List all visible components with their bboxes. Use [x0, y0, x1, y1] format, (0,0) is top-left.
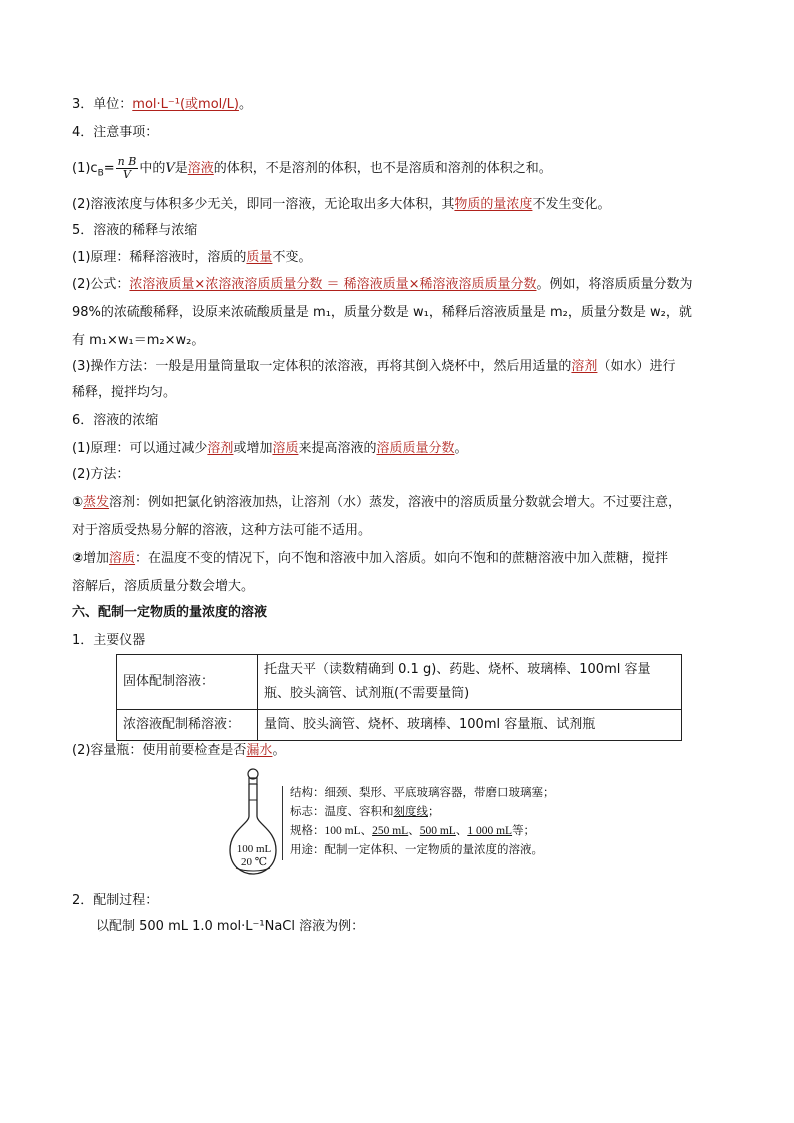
note-1: $(1)c_B=$ $\frac{\text{n B}}{V}$ 中的V是溶液的体积，不是溶剂的体积，也不是溶质和溶剂的体积之和。 [72, 155, 552, 181]
flask-mark: 标志：温度、容积和刻度线； [290, 806, 440, 818]
instruments-table [116, 654, 682, 741]
unit-line: 3．单位：mol·L⁻¹(或mol/L)。 [72, 97, 252, 112]
flask-use: 用途：配制一定体积、一定物质的量浓度的溶液。 [290, 844, 543, 856]
dilution-formula: (2)公式：浓溶液质量×浓溶液溶质质量分数 ＝ 稀溶液质量×稀溶液溶质质量分数。例如，将溶质质量分数为 [72, 277, 693, 292]
dilution-principle: (1)原理：稀释溶液时，溶质的质量不变。 [72, 250, 312, 265]
flask-structure: 结构：细颈、梨形、平底玻璃容器，带磨口玻璃塞； [290, 787, 555, 799]
concentration-principle: (1)原理：可以通过减少溶剂或增加溶质来提高溶液的溶质质量分数。 [72, 441, 468, 456]
note-2: (2)溶液浓度与体积多少无关，即同一溶液，无论取出多大体积，其物质的量浓度不发生变化。 [72, 197, 611, 212]
table-row: 浓溶液配制稀溶液： 量筒、胶头滴管、烧杯、玻璃棒、100ml 容量瓶、试剂瓶 [117, 710, 682, 741]
dilution-method-cont: 稀释，搅拌均匀。 [72, 385, 177, 400]
dilution-method: (3)操作方法：一般是用量筒量取一定体积的浓溶液，再将其倒入烧杯中，然后用适量的溶剂（如水）进行 [72, 359, 676, 374]
dilution-title: 5．溶液的稀释与浓缩 [72, 223, 198, 238]
section-heading: 六、配制一定物质的量浓度的溶液 [72, 605, 268, 620]
process-title: 2．配制过程： [72, 893, 159, 908]
method-evaporate-cont: 对于溶质受热易分解的溶液，这种方法可能不适用。 [72, 523, 372, 538]
flask-note: (2)容量瓶：使用前要检查是否漏水。 [72, 743, 286, 758]
dilution-formula-end: 有 m₁×w₁＝m₂×w₂。 [72, 333, 205, 348]
unit-value: mol·L⁻¹(或mol/L) [132, 97, 239, 112]
method-add-solute: ②增加溶质：在温度不变的情况下，向不饱和溶液中加入溶质。如向不饱和的蔗糖溶液中加入蔗糖，搅拌 [72, 551, 669, 566]
concentration-method: (2)方法： [72, 467, 130, 482]
formula-fraction: $\frac{\text{n B}}{V}$ [117, 155, 137, 181]
table-row: 固体配制溶液： 托盘天平（读数精确到 0.1 g)、药匙、烧杯、玻璃棒、100ml 容量瓶、胶头滴管、试剂瓶(不需要量筒) [117, 655, 682, 710]
method-add-solute-cont: 溶解后，溶质质量分数会增大。 [72, 579, 255, 594]
flask-spec: 规格：100 mL、250 mL、500 mL、1 000 mL等； [290, 825, 536, 837]
process-example: 以配制 500 mL 1.0 mol·L⁻¹NaCl 溶液为例： [96, 919, 365, 934]
method-evaporate: ①蒸发溶剂：例如把氯化钠溶液加热，让溶剂（水）蒸发，溶液中的溶质质量分数就会增大。不过要注意， [72, 495, 682, 510]
instruments-title: 1．主要仪器 [72, 633, 146, 648]
flask-labels: 100 mL 20 ℃ [236, 843, 272, 868]
dilution-formula-cont: 98%的浓硫酸稀释，设原来浓硫酸质量是 m₁，质量分数是 w₁，稀释后溶液质量是 m₂，质量分数是 w₂，就 [72, 305, 692, 320]
notes-title: 4．注意事项： [72, 125, 159, 140]
concentration-title: 6．溶液的浓缩 [72, 413, 159, 428]
